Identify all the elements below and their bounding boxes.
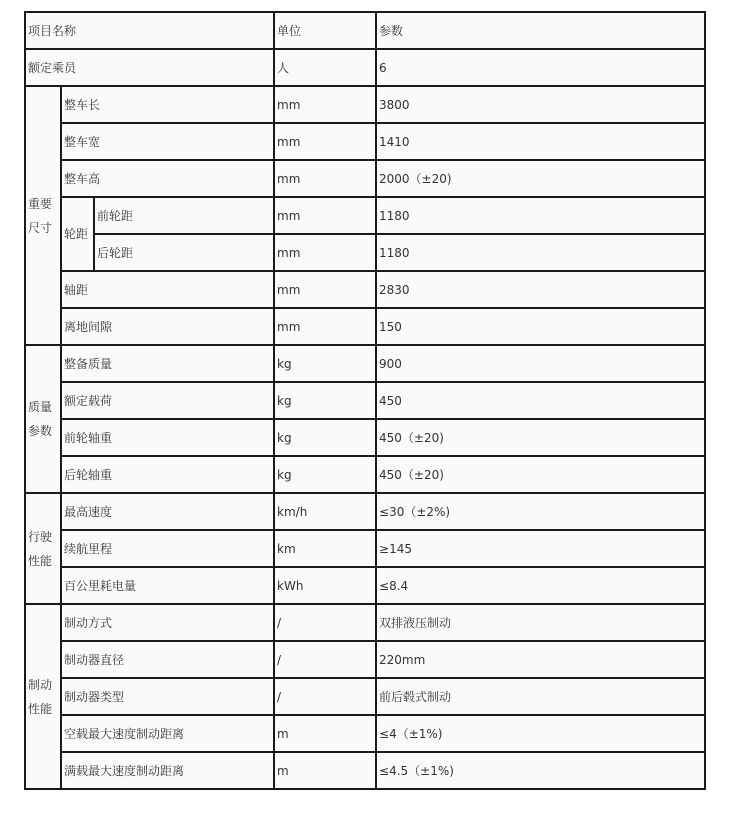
row-unit: kg [274,456,376,493]
row-value: ≤8.4 [376,567,705,604]
row-unit: / [274,641,376,678]
row-value: ≤4（±1%) [376,715,705,752]
row-value: 2000（±20) [376,160,705,197]
row-unit: kg [274,382,376,419]
row-name: 制动方式 [61,604,274,641]
table-row [25,493,705,530]
row-unit: kg [274,345,376,382]
row-value: 1180 [376,234,705,271]
table-row [25,49,705,86]
row-value: 450（±20) [376,419,705,456]
category-label: 质量参数 [28,400,53,438]
row-name: 百公里耗电量 [61,567,274,604]
row-value: 1410 [376,123,705,160]
subcategory-label: 轮距 [64,227,89,241]
table-row [25,308,705,345]
row-unit: kWh [274,567,376,604]
table-row [25,234,705,271]
table-row [25,345,705,382]
spec-table [24,11,706,790]
row-value: 6 [376,49,705,86]
row-name: 额定载荷 [61,382,274,419]
row-name: 整备质量 [61,345,274,382]
row-unit: mm [274,160,376,197]
row-value: ≤30（±2%) [376,493,705,530]
row-value: 双排液压制动 [376,604,705,641]
row-value: 前后毂式制动 [376,678,705,715]
row-value: 3800 [376,86,705,123]
row-name: 离地间隙 [61,308,274,345]
category-label: 重要尺寸 [28,196,53,235]
category-label: 行驶性能 [28,529,53,568]
subcategory-track [61,197,94,271]
row-name: 空载最大速度制动距离 [61,715,274,752]
row-name: 整车高 [61,160,274,197]
row-unit: mm [274,86,376,123]
row-name: 制动器类型 [61,678,274,715]
header-name: 项目名称 [25,12,274,49]
table-row [25,567,705,604]
table-row [25,419,705,456]
table-row [25,752,705,789]
table-header-row [25,12,705,49]
row-value: 1180 [376,197,705,234]
row-unit: km [274,530,376,567]
row-unit: m [274,752,376,789]
row-value: 150 [376,308,705,345]
row-name: 额定乘员 [25,49,274,86]
table-row [25,382,705,419]
row-unit: mm [274,234,376,271]
row-unit: / [274,678,376,715]
category-label: 制动性能 [28,677,53,716]
row-value: 450（±20) [376,456,705,493]
row-name: 前轮轴重 [61,419,274,456]
row-unit: mm [274,123,376,160]
row-value: 220mm [376,641,705,678]
row-name: 制动器直径 [61,641,274,678]
table-row [25,604,705,641]
row-unit: kg [274,419,376,456]
row-unit: mm [274,271,376,308]
category-mass [25,345,61,493]
row-unit: mm [274,197,376,234]
row-name: 整车长 [61,86,274,123]
row-name: 前轮距 [94,197,274,234]
category-driving [25,493,61,604]
table-row [25,123,705,160]
row-name: 续航里程 [61,530,274,567]
row-name: 后轮距 [94,234,274,271]
row-unit: / [274,604,376,641]
row-unit: 人 [274,49,376,86]
table-row [25,271,705,308]
table-row [25,197,705,234]
table-row [25,456,705,493]
table-row [25,86,705,123]
row-name: 满载最大速度制动距离 [61,752,274,789]
header-value: 参数 [376,12,705,49]
row-value: 2830 [376,271,705,308]
row-value: ≤4.5（±1%) [376,752,705,789]
row-name: 整车宽 [61,123,274,160]
row-name: 最高速度 [61,493,274,530]
table-row [25,678,705,715]
header-unit: 单位 [274,12,376,49]
row-unit: mm [274,308,376,345]
table-row [25,530,705,567]
row-value: 450 [376,382,705,419]
row-value: 900 [376,345,705,382]
row-name: 后轮轴重 [61,456,274,493]
category-braking [25,604,61,789]
table-row [25,641,705,678]
row-unit: km/h [274,493,376,530]
row-unit: m [274,715,376,752]
table-row [25,715,705,752]
category-dimensions [25,86,61,345]
row-name: 轴距 [61,271,274,308]
table-row [25,160,705,197]
row-value: ≥145 [376,530,705,567]
